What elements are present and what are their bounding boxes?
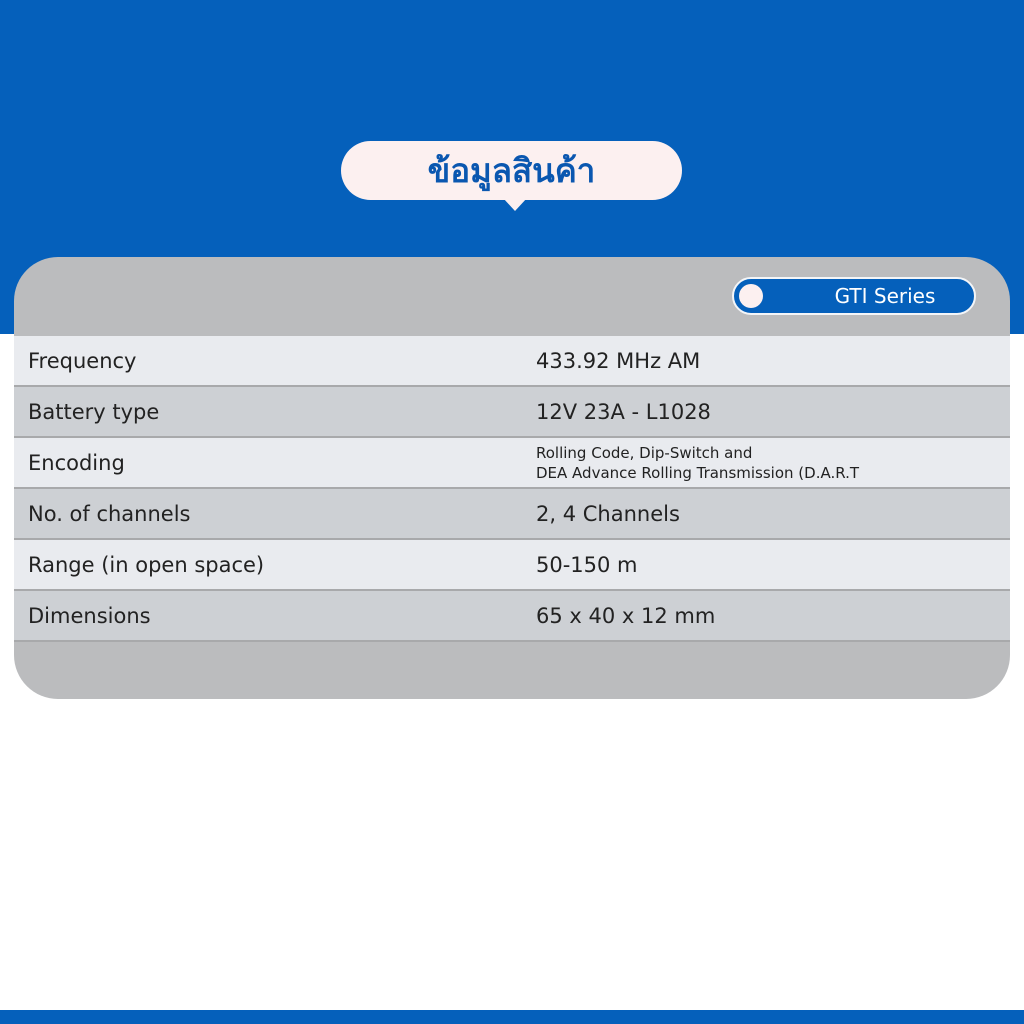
spec-value-encoding-line1: Rolling Code, Dip-Switch and xyxy=(536,443,753,462)
spec-label-battery: Battery type xyxy=(28,399,160,424)
spec-value-battery: 12V 23A - L1028 xyxy=(536,399,711,424)
spec-table xyxy=(14,336,1010,642)
title-banner xyxy=(341,141,682,200)
table-row xyxy=(14,540,1010,591)
spec-card xyxy=(14,257,1010,699)
spec-value-channels: 2, 4 Channels xyxy=(536,501,680,526)
spec-label-frequency: Frequency xyxy=(28,348,137,373)
table-row xyxy=(14,591,1010,642)
table-row xyxy=(14,438,1010,489)
spec-value-encoding-line2: DEA Advance Rolling Transmission (D.A.R.T xyxy=(536,463,860,482)
footer-strip xyxy=(0,1010,1024,1024)
series-label: GTI Series xyxy=(834,284,936,308)
table-row xyxy=(14,336,1010,387)
spec-label-range: Range (in open space) xyxy=(28,552,265,577)
spec-value-encoding xyxy=(536,438,859,487)
series-badge xyxy=(732,277,976,315)
table-row xyxy=(14,387,1010,438)
spec-value-range: 50-150 m xyxy=(536,552,638,577)
spec-label-encoding: Encoding xyxy=(28,450,125,475)
page-title: ข้อมูลสินค้า xyxy=(427,151,596,190)
spec-label-dimensions: Dimensions xyxy=(28,603,151,628)
spec-value-frequency: 433.92 MHz AM xyxy=(536,348,701,373)
spec-value-dimensions: 65 x 40 x 12 mm xyxy=(536,603,716,628)
toggle-icon xyxy=(739,284,763,308)
spec-label-channels: No. of channels xyxy=(28,501,191,526)
table-row xyxy=(14,489,1010,540)
